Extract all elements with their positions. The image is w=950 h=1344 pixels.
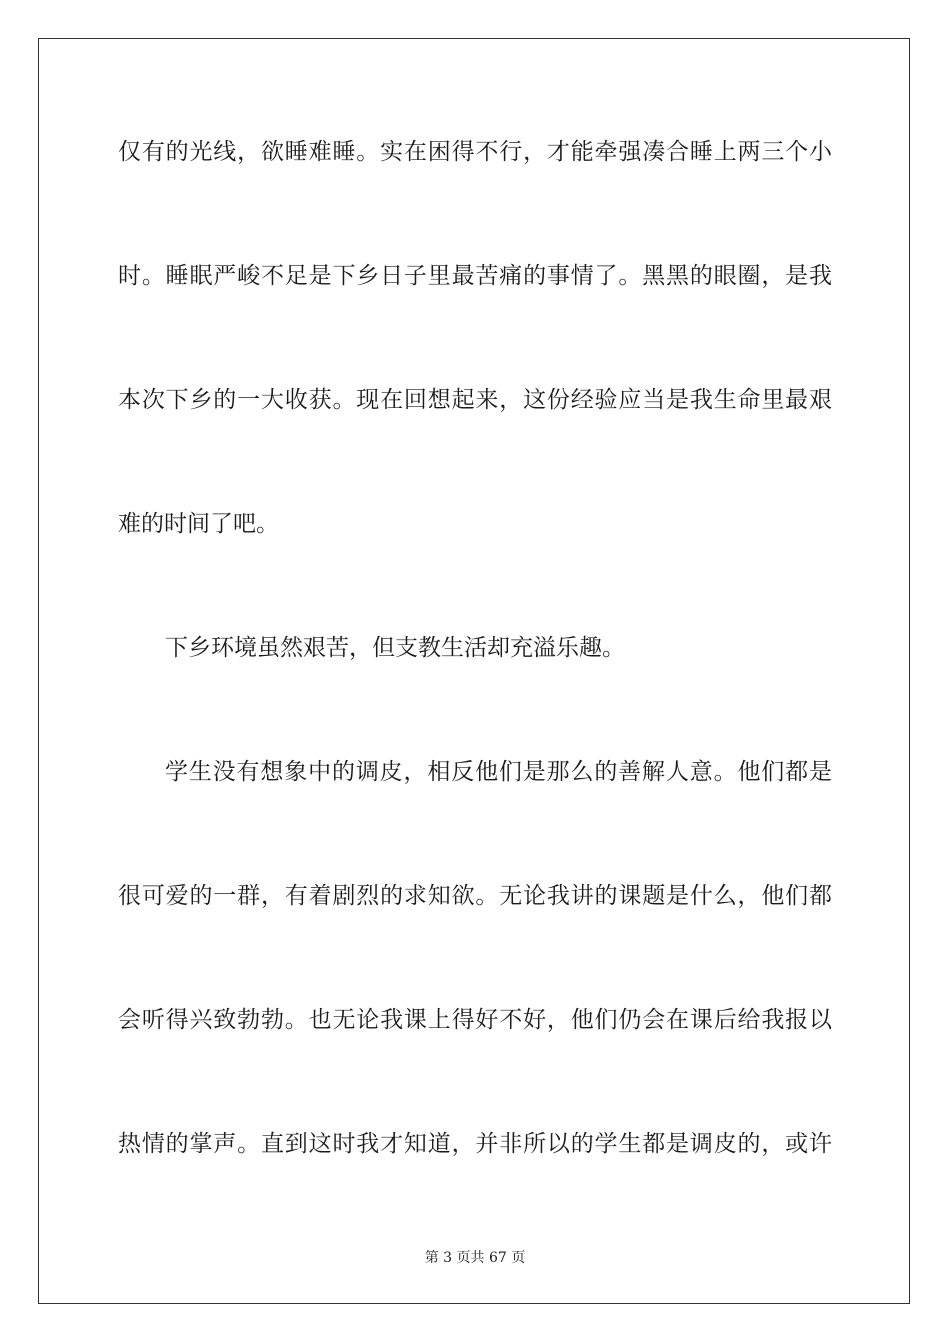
- body-text-line-4: 难的时间了吧。: [118, 511, 279, 537]
- body-text-line-3: 本次下乡的一大收获。现在回想起来，这份经验应当是我生命里最艰: [118, 387, 832, 413]
- paragraph-line-5: 下乡环境虽然艰苦，但支教生活却充溢乐趣。: [165, 635, 625, 661]
- paragraph-line-6: 学生没有想象中的调皮，相反他们是那么的善解人意。他们都是: [165, 759, 832, 785]
- body-text-line-2: 时。睡眠严峻不足是下乡日子里最苦痛的事情了。黑黑的眼圈，是我: [118, 263, 832, 289]
- body-text-line-1: 仅有的光线，欲睡难睡。实在困得不行，才能牵强凑合睡上两三个小: [118, 139, 832, 165]
- body-text-line-7: 很可爱的一群，有着剧烈的求知欲。无论我讲的课题是什么，他们都: [118, 883, 832, 909]
- page-total: 共 67 页: [470, 1250, 526, 1266]
- body-text-line-9: 热情的掌声。直到这时我才知道，并非所以的学生都是调皮的，或许: [118, 1131, 832, 1157]
- page-border: [38, 38, 910, 1304]
- page-number: 第 3 页: [424, 1250, 471, 1266]
- body-text-line-8: 会听得兴致勃勃。也无论我课上得好不好，他们仍会在课后给我报以: [118, 1007, 832, 1033]
- page-footer: [0, 1247, 950, 1267]
